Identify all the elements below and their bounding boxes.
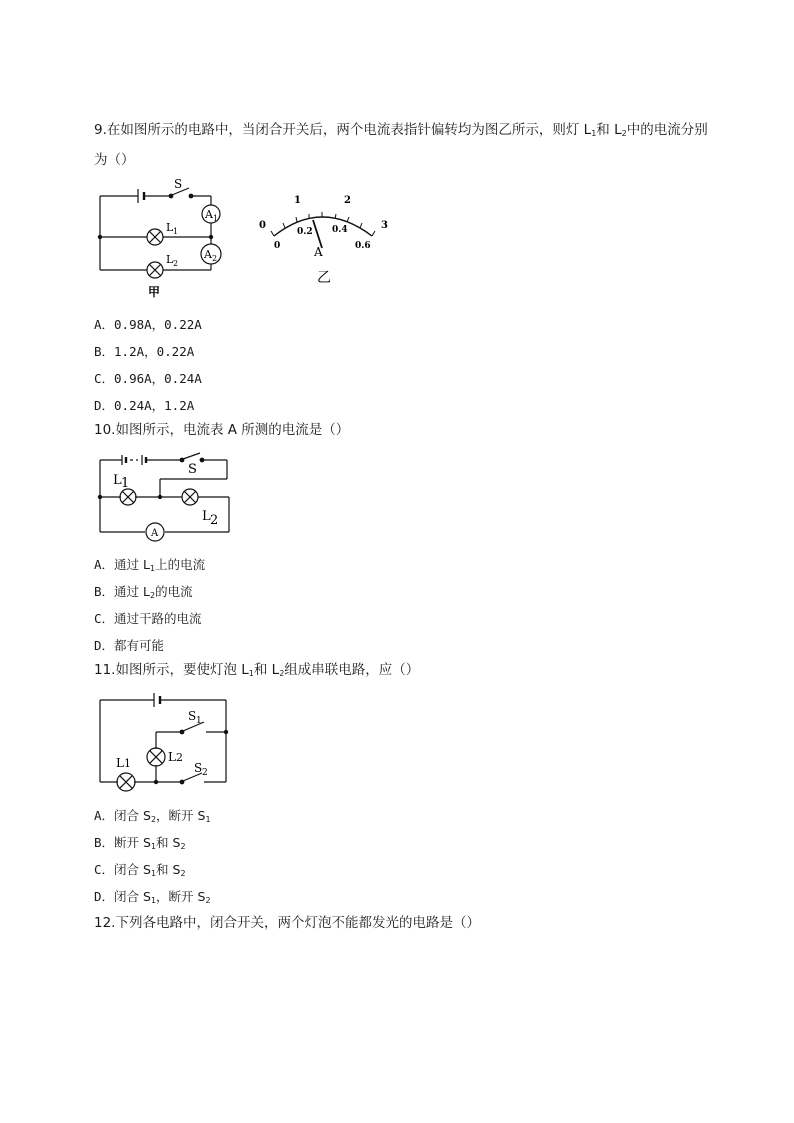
dial-top-tick-3: 3 <box>381 220 388 231</box>
option-letter: A． <box>94 557 115 572</box>
switch-label-S: S <box>174 178 183 191</box>
q11-option-b[interactable] <box>94 833 186 851</box>
option-letter: B． <box>94 344 115 359</box>
question-11-stem <box>94 657 419 687</box>
option-text-2: 和 S <box>156 835 181 850</box>
q11-text-a: 11.如图所示，要使灯泡 L <box>94 662 249 678</box>
option-sub-1: 1 <box>150 869 157 878</box>
q9-text-a: 9.在如图所示的电路中，当闭合开关后，两个电流表指针偏转均为图乙所示，则灯 L <box>94 122 592 138</box>
option-text-2: ，断开 S <box>156 889 206 904</box>
option-letter: C． <box>94 371 115 386</box>
option-text-2: 和 S <box>156 862 181 877</box>
switch-label-S: S <box>188 462 197 477</box>
q11-option-a[interactable] <box>94 806 211 824</box>
lamp-L1-label: L <box>116 756 124 770</box>
lamp-L2-label: L <box>166 253 174 266</box>
option-letter: D． <box>94 398 115 413</box>
ammeter-label-A: A <box>151 528 159 539</box>
q12-text: 12.下列各电路中，闭合开关，两个灯泡不能都发光的电路是（） <box>94 915 480 931</box>
figure-caption-yi: 乙 <box>317 270 331 286</box>
lamp-L1-sub: 1 <box>173 227 179 236</box>
q9-option-c[interactable] <box>94 369 202 387</box>
q11-option-c[interactable] <box>94 860 186 878</box>
dial-top-tick-2: 2 <box>344 195 351 206</box>
dial-bottom-tick-1: 0.2 <box>297 227 313 237</box>
question-9-stem <box>94 117 714 173</box>
lamp-L1-label: L <box>166 221 174 234</box>
option-sub-1: 1 <box>150 896 157 905</box>
q11-text-c: 组成串联电路，应（） <box>284 662 420 678</box>
option-letter: A． <box>94 808 115 823</box>
option-sub-2: 1 <box>205 815 211 824</box>
option-text-post: 上的电流 <box>155 557 206 572</box>
option-sub-2: 2 <box>205 896 211 905</box>
option-text-post: 的电流 <box>155 584 193 599</box>
option-letter: D． <box>94 638 115 653</box>
option-text-2: ，断开 S <box>156 808 206 823</box>
q10-text: 10.如图所示，电流表 A 所测的电流是（） <box>94 422 350 438</box>
option-sub: 2 <box>149 591 156 600</box>
q11-sub-1: 1 <box>248 669 254 678</box>
question-12-stem <box>94 910 480 936</box>
option-text: 0.96A，0.24A <box>114 371 202 386</box>
q10-option-d[interactable] <box>94 636 164 654</box>
option-text-1: 闭合 S <box>114 862 151 877</box>
q11-sub-2: 2 <box>279 669 285 678</box>
lamp-L1-label: L <box>113 473 122 488</box>
lamp-L1-sub: 1 <box>124 757 131 770</box>
q9-option-b[interactable] <box>94 342 194 360</box>
q11-text-b: 和 L <box>253 662 280 678</box>
option-sub-2: 2 <box>180 869 186 878</box>
ammeter-A1-label: A <box>205 208 213 221</box>
switch-S2-label: S <box>194 761 203 775</box>
q9-option-d[interactable] <box>94 396 194 414</box>
option-sub-1: 1 <box>150 842 157 851</box>
q9-text-c: 中的电流分别为（） <box>94 122 708 168</box>
option-letter: C． <box>94 611 115 626</box>
option-text-pre: 通过 L <box>114 584 150 599</box>
dial-unit-label: A <box>314 245 323 259</box>
option-letter: B． <box>94 835 115 850</box>
option-text: 都有可能 <box>114 638 165 653</box>
dial-needle <box>313 220 322 248</box>
q11-circuit <box>96 690 236 798</box>
option-text-pre: 通过 L <box>114 557 150 572</box>
q9-ammeter-dial-yi <box>250 186 395 290</box>
q11-option-d[interactable] <box>94 887 211 905</box>
dial-top-tick-0: 0 <box>259 220 266 231</box>
option-text: 1.2A，0.22A <box>114 344 195 359</box>
lamp-L1-sub: 1 <box>121 476 130 491</box>
q10-option-b[interactable] <box>94 582 193 600</box>
dial-bottom-tick-3: 0.6 <box>355 241 371 251</box>
option-text-1: 闭合 S <box>114 808 151 823</box>
ammeter-A2-sub: 2 <box>212 254 218 263</box>
q9-sub-2: 2 <box>621 129 627 138</box>
q9-option-a[interactable] <box>94 315 202 333</box>
switch-S1-sub: 1 <box>196 716 202 726</box>
option-text-1: 闭合 S <box>114 889 151 904</box>
dial-top-tick-1: 1 <box>294 195 301 206</box>
ammeter-A1-sub: 1 <box>213 214 219 223</box>
option-text: 0.98A，0.22A <box>114 317 202 332</box>
option-sub: 1 <box>149 564 156 573</box>
option-text: 通过干路的电流 <box>114 611 202 626</box>
dial-bottom-tick-0: 0 <box>274 241 281 251</box>
lamp-L2-sub: 2 <box>173 259 179 268</box>
q9-sub-1: 1 <box>591 129 597 138</box>
option-sub-2: 2 <box>180 842 186 851</box>
figure-caption-jia: 甲 <box>148 285 161 299</box>
option-letter: C． <box>94 862 115 877</box>
option-letter: D． <box>94 889 115 904</box>
lamp-L2-sub: 2 <box>210 513 219 528</box>
q10-circuit <box>96 450 236 544</box>
option-sub-1: 2 <box>150 815 157 824</box>
lamp-L2-sub: 2 <box>176 751 183 764</box>
q10-option-c[interactable] <box>94 609 202 627</box>
option-letter: A． <box>94 317 115 332</box>
ammeter-A2-label: A <box>204 248 212 261</box>
q9-circuit-jia <box>96 178 231 300</box>
option-letter: B． <box>94 584 115 599</box>
q10-option-a[interactable] <box>94 555 205 573</box>
option-text: 0.24A，1.2A <box>114 398 195 413</box>
lamp-L2-label: L <box>168 750 176 764</box>
q9-text-b: 和 L <box>596 122 622 138</box>
question-10-stem <box>94 417 349 443</box>
lamp-L2-label: L <box>202 509 211 524</box>
dial-bottom-tick-2: 0.4 <box>332 225 348 235</box>
switch-S2-sub: 2 <box>202 768 208 778</box>
switch-S1-label: S <box>188 709 197 723</box>
option-text-1: 断开 S <box>114 835 151 850</box>
